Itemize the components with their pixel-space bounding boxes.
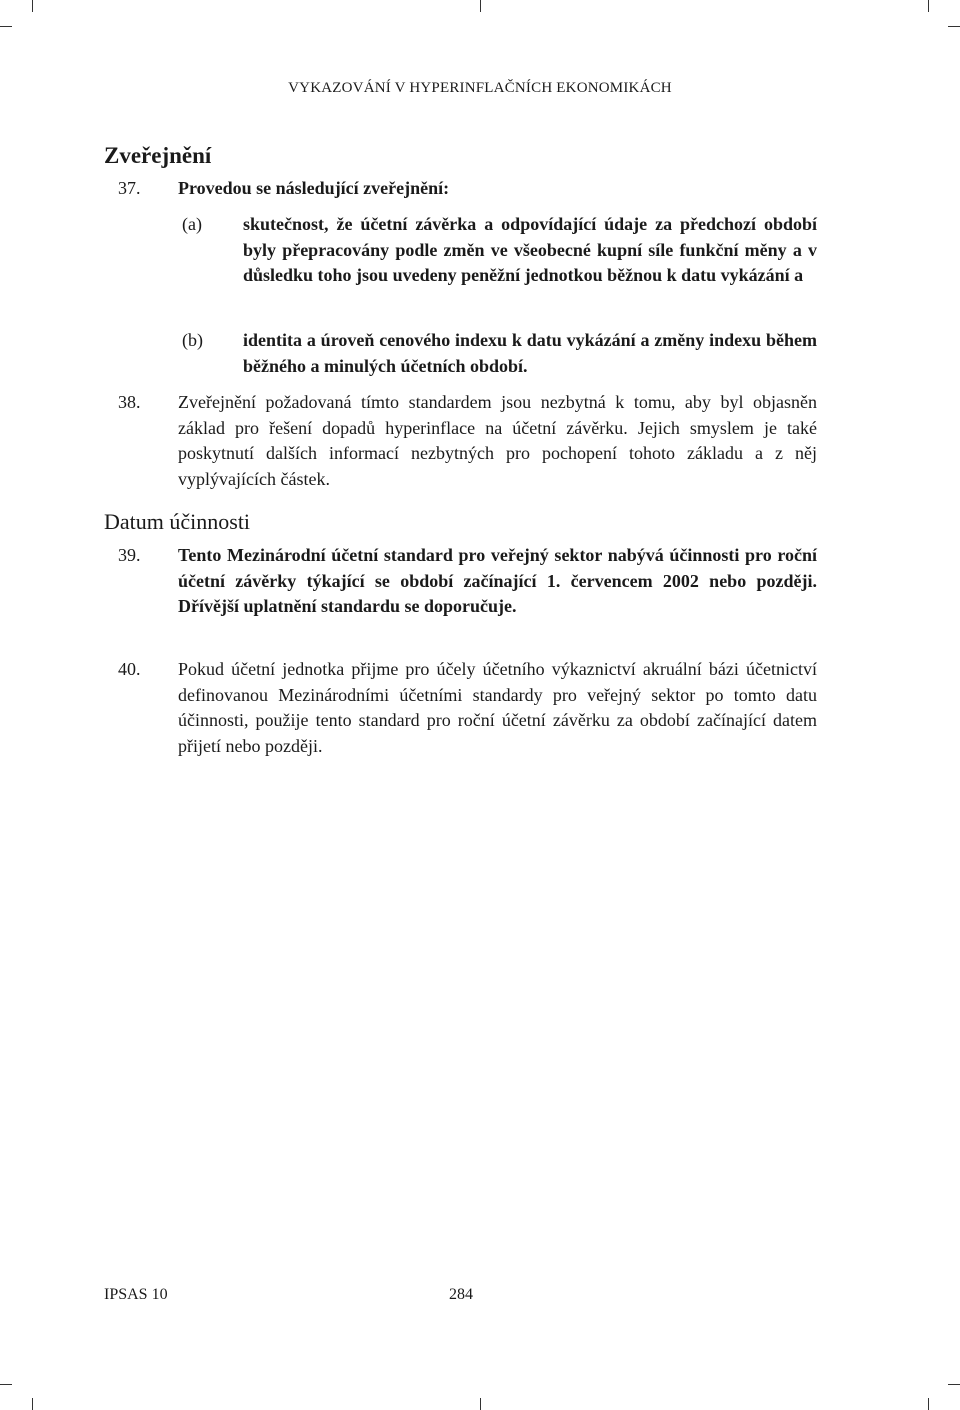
list-item-label-b: (b)	[182, 330, 203, 350]
crop-mark-bottom-center-v	[480, 1398, 481, 1410]
footer-standard-name: IPSAS 10	[104, 1286, 168, 1303]
crop-mark-top-right-h	[948, 26, 960, 27]
paragraph-number-37: 37.	[118, 178, 141, 198]
list-item-text-b: identita a úroveň cenového indexu k datu vykázání a změny indexu během běžného a minulých účetních období.	[243, 330, 817, 376]
list-item-text-a: skutečnost, že účetní závěrka a odpovídající údaje za předchozí období byly přepracovány podle změn ve všeobecné kupní síle funkční měny a v důsledku toho jsou uvedeny peněžní jednotkou běžnou k datu vykázání a	[243, 214, 817, 285]
paragraph-39-text: Tento Mezinárodní účetní standard pro veřejný sektor nabývá účinnosti pro roční účetní závěrky týkající se období začínající 1. červencem 2002 nebo později. Dřívější uplatnění standardu se doporučuje.	[178, 545, 817, 616]
crop-mark-top-center-v	[480, 0, 481, 12]
paragraph-number-40: 40.	[118, 659, 141, 679]
crop-mark-bottom-left-v	[32, 1398, 33, 1410]
list-item-label-a: (a)	[182, 214, 202, 234]
paragraph-40-text: Pokud účetní jednotka přijme pro účely účetního výkaznictví akruální bázi účetnictví definovanou Mezinárodními účetními standardy pro veřejný sektor po tomto datu účinnosti, použije tento standard pro roční účetní závěrku za období začínající datem přijetí nebo později.	[178, 659, 817, 756]
running-header: VYKAZOVÁNÍ V HYPERINFLAČNÍCH EKONOMIKÁCH	[288, 80, 672, 96]
crop-mark-bottom-right-v	[928, 1398, 929, 1410]
crop-mark-bottom-right-h	[948, 1384, 960, 1385]
crop-mark-bottom-left-h	[0, 1384, 12, 1385]
crop-mark-top-right-v	[928, 0, 929, 12]
paragraph-number-39: 39.	[118, 545, 141, 565]
paragraph-number-38: 38.	[118, 392, 141, 412]
paragraph-38-text: Zveřejnění požadovaná tímto standardem jsou nezbytná k tomu, aby byl objasněn základ pro řešení dopadů hyperinflace na účetní závěrku. Jejich smyslem je také poskytnutí dalších informací nezbytných pro pochopení tohoto základu a z něj vyplývajících částek.	[178, 392, 817, 489]
crop-mark-top-left-v	[32, 0, 33, 12]
section-heading-effective-date: Datum účinnosti	[104, 509, 251, 534]
crop-mark-top-left-h	[0, 26, 12, 27]
section-heading-disclosure: Zveřejnění	[104, 143, 212, 168]
footer-page-number: 284	[449, 1286, 473, 1303]
paragraph-37-intro: Provedou se následující zveřejnění:	[178, 178, 450, 198]
